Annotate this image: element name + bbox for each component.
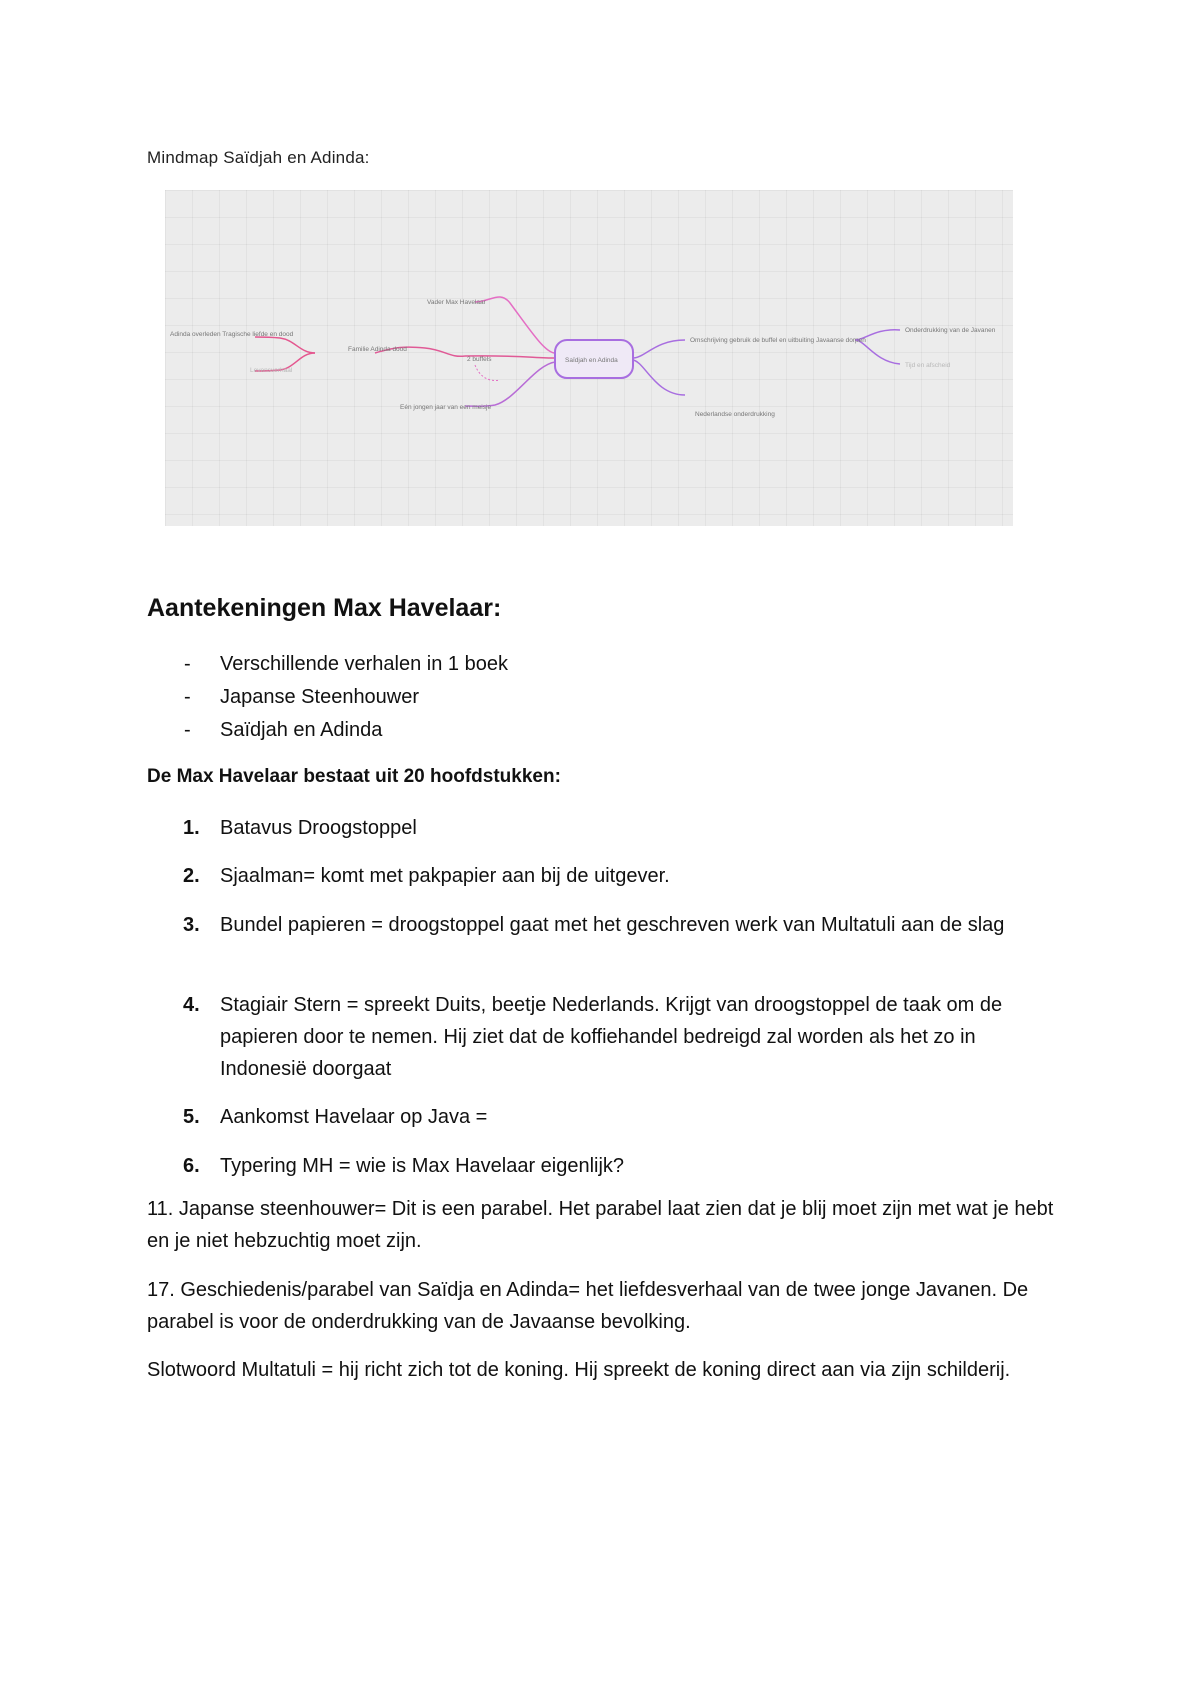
branch-far-top	[255, 337, 315, 353]
list-item: 2. Sjaalman= komt met pakpapier aan bij de uitgever.	[183, 865, 670, 887]
mindmap-diagram	[165, 190, 1013, 526]
node-right-top: Onderdrukking van de Javanen	[905, 327, 996, 334]
list-item: - Saïdjah en Adinda	[184, 719, 383, 741]
branch-bottom-left	[465, 362, 555, 406]
node-familie: Familie Adinda dood	[348, 346, 407, 353]
story-list	[147, 648, 508, 747]
paragraph-chapter-11: 11. Japanse steenhouwer= Dit is een parabel. Het parabel laat zien dat je blij moet zijn met wat je hebt en je niet hebzuchtig moet zijn.	[147, 1198, 1054, 1252]
list-item: - Japanse Steenhouwer	[184, 686, 420, 708]
node-right-lower: Nederlandse onderdrukking	[695, 411, 775, 418]
paragraph-chapter-17: 17. Geschiedenis/parabel van Saïdja en Adinda= het liefdesverhaal van de twee jonge Javanen. De parabel is voor de onderdrukking van de Javaanse bevolking.	[147, 1279, 1029, 1333]
list-item: 5. Aankomst Havelaar op Java =	[183, 1106, 488, 1128]
paragraph-slotwoord: Slotwoord Multatuli = hij richt zich tot de koning. Hij spreekt de koning direct aan via zijn schilderij.	[147, 1359, 1011, 1381]
list-item: 6. Typering MH = wie is Max Havelaar eigenlijk?	[183, 1155, 625, 1177]
node-right-bottom: Tijd en afscheid	[905, 362, 951, 369]
node-far-left-bottom: Levensverhaal	[250, 367, 293, 374]
node-far-left-top: Adinda overleden Tragische liefde en dood	[170, 331, 294, 338]
list-item: 3. Bundel papieren = droogstoppel gaat met het geschreven werk van Multatuli aan de slag	[183, 914, 1005, 936]
list-item: 1. Batavus Droogstoppel	[183, 817, 417, 839]
node-right-main: Omschrijving gebruik de buffel en uitbuiting Javaanse dorpen	[690, 337, 866, 344]
list-item: - Verschillende verhalen in 1 boek	[184, 653, 508, 675]
mindmap-heading: Mindmap Saïdjah en Adinda:	[147, 148, 370, 167]
chapters-heading: De Max Havelaar bestaat uit 20 hoofdstukken:	[147, 766, 561, 787]
node-bottom-left: Eén jongen jaar van een meisje	[400, 404, 492, 411]
node-mid-left: 2 buffels	[467, 356, 492, 363]
branch-dashed	[475, 365, 500, 380]
mindmap-center-label: Saïdjah en Adinda	[565, 357, 618, 364]
node-top-left: Vader Max Havelaar	[427, 299, 486, 306]
mindmap-image	[165, 190, 1013, 526]
branch-right-lower	[633, 360, 685, 395]
list-item: 4. Stagiair Stern = spreekt Duits, beetje Nederlands. Krijgt van droogstoppel de taak om de papieren door te nemen. Hij ziet dat de koffiehandel bedreigd zal worden als het zo in Indonesië doorgaat	[183, 994, 1003, 1080]
branch-top-left	[475, 297, 555, 353]
notes-title: Aantekeningen Max Havelaar:	[147, 594, 502, 622]
branch-right-main	[633, 340, 685, 358]
